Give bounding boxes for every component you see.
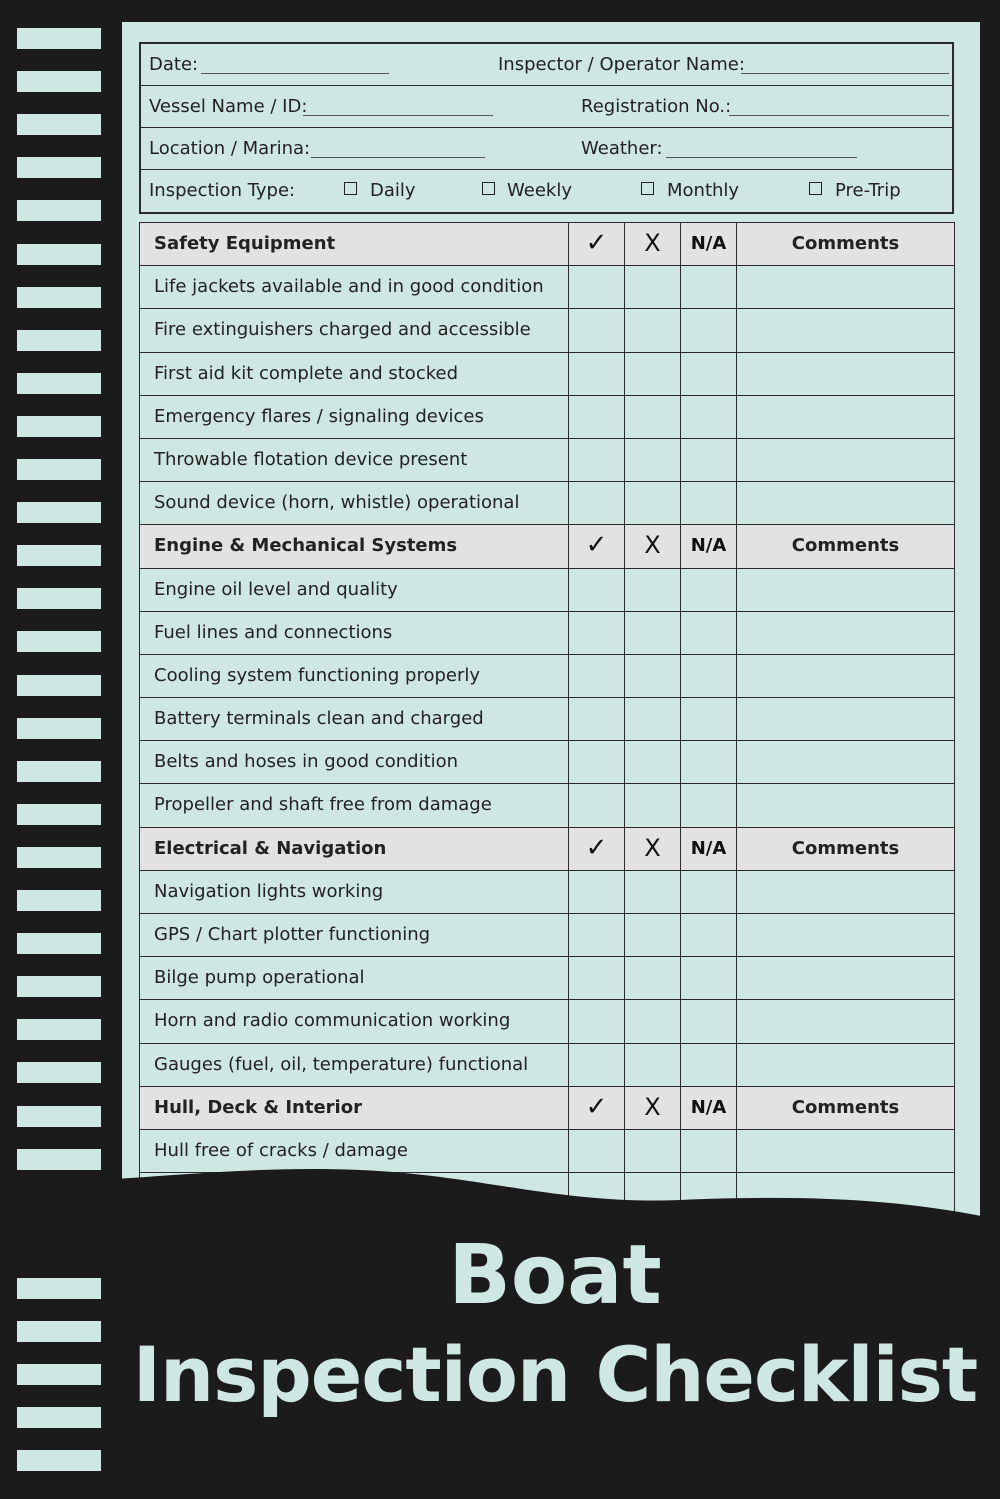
section-title: Engine & Mechanical Systems bbox=[140, 525, 569, 567]
comments-cell[interactable] bbox=[737, 957, 954, 999]
x-column-header: X bbox=[625, 828, 681, 870]
checklist-item-label: Navigation lights working bbox=[140, 871, 569, 913]
check-cell[interactable] bbox=[569, 1044, 625, 1086]
checklist-item-label: Engine oil level and quality bbox=[140, 569, 569, 611]
checklist-item-label: First aid kit complete and stocked bbox=[140, 353, 569, 395]
comments-column-header: Comments bbox=[791, 1096, 900, 1118]
checklist-item-label: Emergency flares / signaling devices bbox=[140, 396, 569, 438]
comments-cell[interactable] bbox=[737, 698, 954, 740]
check-cell[interactable] bbox=[569, 957, 625, 999]
check-column-header: ✓ bbox=[569, 1087, 625, 1129]
pre-trip-label: Pre-Trip bbox=[835, 180, 901, 201]
check-column-header: ✓ bbox=[569, 525, 625, 567]
comments-column-header: Comments bbox=[791, 837, 900, 859]
x-cell[interactable] bbox=[625, 914, 681, 956]
na-cell[interactable] bbox=[681, 309, 737, 351]
checklist-row bbox=[140, 741, 954, 784]
location-label: Location / Marina: bbox=[149, 138, 311, 159]
spiral-ring bbox=[17, 675, 101, 696]
comments-cell[interactable] bbox=[737, 353, 954, 395]
comments-cell[interactable] bbox=[737, 396, 954, 438]
na-cell[interactable] bbox=[681, 266, 737, 308]
x-cell[interactable] bbox=[625, 741, 681, 783]
comments-column-header: Comments bbox=[791, 233, 900, 254]
check-cell[interactable] bbox=[569, 353, 625, 395]
checklist-item-label: Bilge pump operational bbox=[140, 957, 569, 999]
x-cell[interactable] bbox=[625, 309, 681, 351]
inspector-field[interactable] bbox=[741, 73, 949, 74]
checklist-item-label: GPS / Chart plotter functioning bbox=[140, 914, 569, 956]
weather-field[interactable] bbox=[666, 157, 857, 158]
check-cell[interactable] bbox=[569, 655, 625, 697]
checklist-item-label: Cooling system functioning properly bbox=[140, 655, 569, 697]
spiral-ring bbox=[17, 1062, 101, 1083]
spiral-ring bbox=[17, 200, 101, 221]
check-column-header: ✓ bbox=[569, 828, 625, 870]
comments-cell[interactable] bbox=[737, 569, 954, 611]
spiral-ring bbox=[17, 1278, 101, 1299]
date-field[interactable] bbox=[201, 73, 389, 74]
check-cell[interactable] bbox=[569, 396, 625, 438]
comments-cell[interactable] bbox=[737, 1000, 954, 1042]
checklist-row bbox=[140, 1044, 954, 1087]
check-cell[interactable] bbox=[569, 439, 625, 481]
spiral-ring bbox=[17, 71, 101, 92]
spiral-ring bbox=[17, 761, 101, 782]
checklist-row bbox=[140, 612, 954, 655]
cover-title-line1: Boat bbox=[448, 1228, 662, 1323]
x-column-header: X bbox=[625, 1087, 681, 1129]
check-cell[interactable] bbox=[569, 1000, 625, 1042]
daily-checkbox[interactable] bbox=[344, 182, 357, 195]
x-cell[interactable] bbox=[625, 784, 681, 826]
vessel-field[interactable] bbox=[303, 115, 493, 116]
check-cell[interactable] bbox=[569, 741, 625, 783]
spiral-ring bbox=[17, 1407, 101, 1428]
x-cell[interactable] bbox=[625, 698, 681, 740]
checklist-row bbox=[140, 914, 954, 957]
spiral-ring bbox=[17, 502, 101, 523]
checklist-row bbox=[140, 784, 954, 827]
na-column-header: N/A bbox=[681, 525, 737, 567]
checklist-item-label: Belts and hoses in good condition bbox=[140, 741, 569, 783]
na-cell[interactable] bbox=[681, 914, 737, 956]
checklist-row bbox=[140, 353, 954, 396]
checklist-row bbox=[140, 439, 954, 482]
x-cell[interactable] bbox=[625, 612, 681, 654]
comments-column-header: Comments bbox=[791, 535, 900, 557]
x-cell[interactable] bbox=[625, 266, 681, 308]
check-cell[interactable] bbox=[569, 482, 625, 524]
checklist-row bbox=[140, 1000, 954, 1043]
spiral-ring bbox=[17, 28, 101, 49]
na-column-header: N/A bbox=[681, 1087, 737, 1129]
section-title: Safety Equipment bbox=[140, 223, 569, 265]
x-cell[interactable] bbox=[625, 655, 681, 697]
spiral-ring bbox=[17, 933, 101, 954]
comments-cell[interactable] bbox=[737, 655, 954, 697]
spiral-ring bbox=[17, 545, 101, 566]
checklist-item-label: Gauges (fuel, oil, temperature) functional bbox=[140, 1044, 569, 1086]
check-cell[interactable] bbox=[569, 784, 625, 826]
checklist-sheet bbox=[122, 22, 980, 1222]
vessel-label: Vessel Name / ID: bbox=[149, 96, 308, 117]
section-header bbox=[140, 1087, 954, 1130]
checklist-row bbox=[140, 569, 954, 612]
na-cell[interactable] bbox=[681, 957, 737, 999]
check-cell[interactable] bbox=[569, 914, 625, 956]
spiral-ring bbox=[17, 416, 101, 437]
section-header bbox=[140, 223, 954, 266]
na-cell[interactable] bbox=[681, 871, 737, 913]
spiral-ring bbox=[17, 804, 101, 825]
checklist-row bbox=[140, 396, 954, 439]
spiral-ring bbox=[17, 330, 101, 351]
na-cell[interactable] bbox=[681, 482, 737, 524]
checklist-item-label: Fuel lines and connections bbox=[140, 612, 569, 654]
checklist-item-label: Throwable flotation device present bbox=[140, 439, 569, 481]
na-cell[interactable] bbox=[681, 612, 737, 654]
comments-cell[interactable] bbox=[737, 482, 954, 524]
check-cell[interactable] bbox=[569, 612, 625, 654]
spiral-ring bbox=[17, 157, 101, 178]
comments-cell[interactable] bbox=[737, 439, 954, 481]
na-cell[interactable] bbox=[681, 1000, 737, 1042]
na-cell[interactable] bbox=[681, 655, 737, 697]
x-cell[interactable] bbox=[625, 396, 681, 438]
comments-cell[interactable] bbox=[737, 871, 954, 913]
registration-label: Registration No.: bbox=[581, 96, 732, 117]
x-column-header: X bbox=[625, 223, 681, 265]
na-cell[interactable] bbox=[681, 569, 737, 611]
inspection-type-label: Inspection Type: bbox=[149, 180, 296, 201]
spiral-ring bbox=[17, 718, 101, 739]
spiral-ring bbox=[17, 287, 101, 308]
x-cell[interactable] bbox=[625, 353, 681, 395]
x-cell[interactable] bbox=[625, 957, 681, 999]
na-column-header: N/A bbox=[681, 828, 737, 870]
spiral-ring bbox=[17, 1321, 101, 1342]
spiral-ring bbox=[17, 631, 101, 652]
x-cell[interactable] bbox=[625, 439, 681, 481]
na-cell[interactable] bbox=[681, 353, 737, 395]
check-cell[interactable] bbox=[569, 569, 625, 611]
info-row-type bbox=[141, 170, 952, 212]
checklist-item-label: Life jackets available and in good condition bbox=[140, 266, 569, 308]
checklist-item-label: Sound device (horn, whistle) operational bbox=[140, 482, 569, 524]
checklist-row bbox=[140, 482, 954, 525]
checklist-row bbox=[140, 698, 954, 741]
na-cell[interactable] bbox=[681, 784, 737, 826]
spiral-ring bbox=[17, 588, 101, 609]
na-cell[interactable] bbox=[681, 698, 737, 740]
comments-cell[interactable] bbox=[737, 741, 954, 783]
info-form bbox=[139, 42, 954, 214]
checklist-table bbox=[139, 222, 955, 1216]
check-cell[interactable] bbox=[569, 698, 625, 740]
cover-title-line2: Inspection Checklist bbox=[132, 1330, 978, 1419]
spiral-ring bbox=[17, 847, 101, 868]
monthly-checkbox[interactable] bbox=[641, 182, 654, 195]
section-title: Hull, Deck & Interior bbox=[140, 1087, 569, 1129]
check-column-header: ✓ bbox=[569, 223, 625, 265]
comments-cell[interactable] bbox=[737, 784, 954, 826]
check-cell[interactable] bbox=[569, 871, 625, 913]
checklist-row bbox=[140, 266, 954, 309]
spiral-ring bbox=[17, 114, 101, 135]
weather-label: Weather: bbox=[581, 138, 663, 159]
info-row-vessel bbox=[141, 86, 952, 128]
na-cell[interactable] bbox=[681, 396, 737, 438]
checklist-row bbox=[140, 957, 954, 1000]
checklist-item-label: Horn and radio communication working bbox=[140, 1000, 569, 1042]
checklist-item-label: Fire extinguishers charged and accessible bbox=[140, 309, 569, 351]
checklist-item-label: Battery terminals clean and charged bbox=[140, 698, 569, 740]
daily-label: Daily bbox=[370, 180, 416, 201]
weekly-label: Weekly bbox=[507, 180, 572, 201]
section-title: Electrical & Navigation bbox=[140, 828, 569, 870]
comments-cell[interactable] bbox=[737, 266, 954, 308]
comments-cell[interactable] bbox=[737, 914, 954, 956]
inspector-label: Inspector / Operator Name: bbox=[498, 54, 745, 75]
na-cell[interactable] bbox=[681, 1044, 737, 1086]
spiral-ring bbox=[17, 373, 101, 394]
spiral-ring bbox=[17, 890, 101, 911]
monthly-label: Monthly bbox=[667, 180, 740, 201]
checklist-item-label: Propeller and shaft free from damage bbox=[140, 784, 569, 826]
spiral-ring bbox=[17, 1450, 101, 1471]
checklist-row bbox=[140, 655, 954, 698]
spiral-binding bbox=[17, 28, 101, 1478]
x-cell[interactable] bbox=[625, 871, 681, 913]
x-column-header: X bbox=[625, 525, 681, 567]
spiral-ring bbox=[17, 1019, 101, 1040]
spiral-ring bbox=[17, 244, 101, 265]
spiral-ring bbox=[17, 459, 101, 480]
registration-field[interactable] bbox=[729, 115, 949, 116]
checklist-row bbox=[140, 871, 954, 914]
section-header bbox=[140, 525, 954, 568]
x-cell[interactable] bbox=[625, 1000, 681, 1042]
location-field[interactable] bbox=[311, 157, 485, 158]
weekly-checkbox[interactable] bbox=[482, 182, 495, 195]
comments-cell[interactable] bbox=[737, 1044, 954, 1086]
info-row-date bbox=[141, 44, 952, 86]
info-row-location bbox=[141, 128, 952, 170]
na-column-header: N/A bbox=[681, 223, 737, 265]
na-cell[interactable] bbox=[681, 741, 737, 783]
x-cell[interactable] bbox=[625, 1044, 681, 1086]
spiral-ring bbox=[17, 976, 101, 997]
spiral-ring bbox=[17, 1106, 101, 1127]
comments-cell[interactable] bbox=[737, 309, 954, 351]
x-cell[interactable] bbox=[625, 569, 681, 611]
check-cell[interactable] bbox=[569, 309, 625, 351]
na-cell[interactable] bbox=[681, 439, 737, 481]
section-header bbox=[140, 828, 954, 871]
comments-cell[interactable] bbox=[737, 612, 954, 654]
pre-trip-checkbox[interactable] bbox=[809, 182, 822, 195]
checklist-row bbox=[140, 309, 954, 352]
check-cell[interactable] bbox=[569, 266, 625, 308]
spiral-ring bbox=[17, 1364, 101, 1385]
x-cell[interactable] bbox=[625, 482, 681, 524]
checklist-item-label: Hull free of cracks / damage bbox=[140, 1130, 569, 1172]
date-label: Date: bbox=[149, 54, 199, 75]
